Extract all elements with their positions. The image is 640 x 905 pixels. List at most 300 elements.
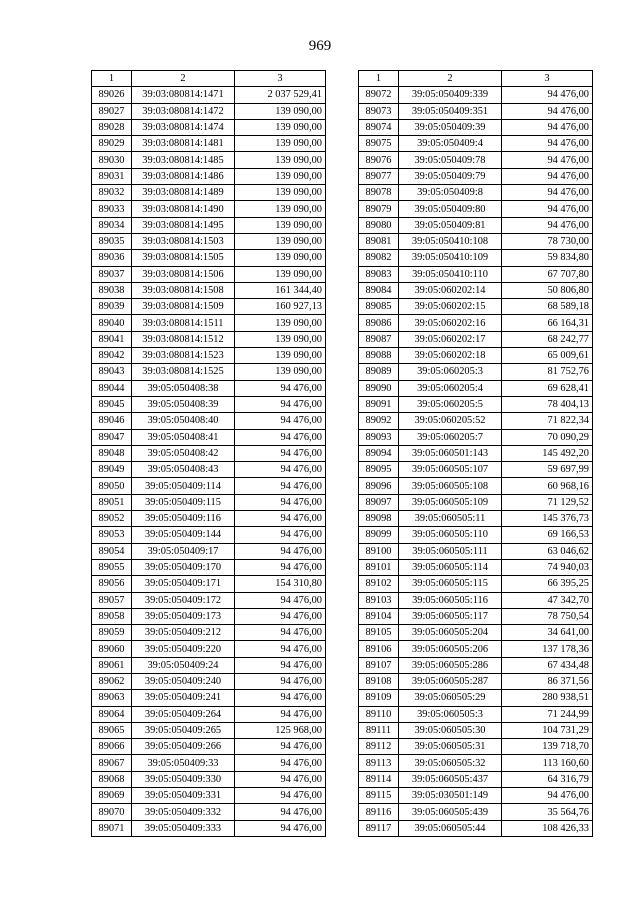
row-number: 89029 xyxy=(92,136,132,152)
table-row xyxy=(359,119,593,135)
row-number: 89056 xyxy=(92,576,132,592)
cadastral-value: 59 834,80 xyxy=(502,250,593,266)
cadastral-number: 39:05:060505:111 xyxy=(399,543,502,559)
cadastral-number: 39:05:060505:115 xyxy=(399,576,502,592)
cadastral-value: 67 434,48 xyxy=(502,657,593,673)
cadastral-number: 39:03:080814:1472 xyxy=(132,103,235,119)
cadastral-value: 94 476,00 xyxy=(502,168,593,184)
row-number: 89096 xyxy=(359,478,399,494)
row-number: 89059 xyxy=(92,625,132,641)
cadastral-value: 94 476,00 xyxy=(502,217,593,233)
cadastral-value: 94 476,00 xyxy=(235,462,326,478)
row-number: 89031 xyxy=(92,168,132,184)
row-number: 89072 xyxy=(359,87,399,103)
row-number: 89046 xyxy=(92,413,132,429)
cadastral-value: 139 090,00 xyxy=(235,103,326,119)
row-number: 89063 xyxy=(92,690,132,706)
row-number: 89079 xyxy=(359,201,399,217)
table-row xyxy=(359,380,593,396)
cadastral-number: 39:05:030501:149 xyxy=(399,788,502,804)
row-number: 89047 xyxy=(92,429,132,445)
row-number: 89071 xyxy=(92,820,132,836)
row-number: 89038 xyxy=(92,282,132,298)
cadastral-value: 78 750,54 xyxy=(502,608,593,624)
header-col-1: 1 xyxy=(359,71,399,87)
row-number: 89080 xyxy=(359,217,399,233)
cadastral-number: 39:05:050409:8 xyxy=(399,185,502,201)
cadastral-value: 125 968,00 xyxy=(235,722,326,738)
cadastral-value: 50 806,80 xyxy=(502,282,593,298)
row-number: 89043 xyxy=(92,364,132,380)
row-number: 89113 xyxy=(359,755,399,771)
cadastral-value: 139 090,00 xyxy=(235,152,326,168)
table-row xyxy=(92,282,326,298)
cadastral-number: 39:05:060505:108 xyxy=(399,478,502,494)
cadastral-value: 94 476,00 xyxy=(235,755,326,771)
table-row xyxy=(359,250,593,266)
table-row xyxy=(92,266,326,282)
cadastral-value: 154 310,80 xyxy=(235,576,326,592)
cadastral-number: 39:03:080814:1489 xyxy=(132,185,235,201)
cadastral-value: 94 476,00 xyxy=(235,396,326,412)
cadastral-value: 104 731,29 xyxy=(502,722,593,738)
cadastral-number: 39:05:050408:40 xyxy=(132,413,235,429)
row-number: 89115 xyxy=(359,788,399,804)
cadastral-value: 60 968,16 xyxy=(502,478,593,494)
row-number: 89116 xyxy=(359,804,399,820)
row-number: 89027 xyxy=(92,103,132,119)
table-row xyxy=(92,625,326,641)
table-row xyxy=(92,608,326,624)
cadastral-value: 94 476,00 xyxy=(502,201,593,217)
row-number: 89065 xyxy=(92,722,132,738)
table-row xyxy=(359,673,593,689)
cadastral-number: 39:05:060505:11 xyxy=(399,511,502,527)
cadastral-value: 65 009,61 xyxy=(502,348,593,364)
table-row xyxy=(359,739,593,755)
cadastral-number: 39:03:080814:1495 xyxy=(132,217,235,233)
row-number: 89053 xyxy=(92,527,132,543)
cadastral-number: 39:05:050410:110 xyxy=(399,266,502,282)
table-row xyxy=(359,413,593,429)
table-row xyxy=(359,722,593,738)
cadastral-value: 94 476,00 xyxy=(502,119,593,135)
header-col-1: 1 xyxy=(92,71,132,87)
table-row xyxy=(92,299,326,315)
cadastral-value: 94 476,00 xyxy=(235,608,326,624)
table-row xyxy=(359,608,593,624)
cadastral-value: 94 476,00 xyxy=(235,788,326,804)
row-number: 89098 xyxy=(359,511,399,527)
cadastral-number: 39:05:060505:286 xyxy=(399,657,502,673)
cadastral-value: 35 564,76 xyxy=(502,804,593,820)
table-row xyxy=(359,429,593,445)
table-row xyxy=(359,103,593,119)
cadastral-number: 39:05:060505:110 xyxy=(399,527,502,543)
cadastral-value: 94 476,00 xyxy=(502,788,593,804)
cadastral-value: 94 476,00 xyxy=(235,706,326,722)
cadastral-number: 39:05:050409:266 xyxy=(132,739,235,755)
table-row xyxy=(92,804,326,820)
cadastral-number: 39:05:050409:17 xyxy=(132,543,235,559)
cadastral-value: 94 476,00 xyxy=(235,511,326,527)
cadastral-number: 39:05:060505:31 xyxy=(399,739,502,755)
cadastral-value: 139 090,00 xyxy=(235,331,326,347)
cadastral-value: 94 476,00 xyxy=(235,429,326,445)
table-row xyxy=(92,152,326,168)
cadastral-value: 94 476,00 xyxy=(235,494,326,510)
cadastral-value: 139 090,00 xyxy=(235,217,326,233)
row-number: 89032 xyxy=(92,185,132,201)
row-number: 89085 xyxy=(359,299,399,315)
row-number: 89110 xyxy=(359,706,399,722)
cadastral-number: 39:05:050409:33 xyxy=(132,755,235,771)
cadastral-value: 108 426,33 xyxy=(502,820,593,836)
cadastral-value: 47 342,70 xyxy=(502,592,593,608)
table-row xyxy=(92,348,326,364)
cadastral-value: 71 822,34 xyxy=(502,413,593,429)
cadastral-value: 139 090,00 xyxy=(235,201,326,217)
row-number: 89091 xyxy=(359,396,399,412)
cadastral-value: 78 404,13 xyxy=(502,396,593,412)
row-number: 89076 xyxy=(359,152,399,168)
row-number: 89105 xyxy=(359,625,399,641)
cadastral-value: 59 697,99 xyxy=(502,462,593,478)
cadastral-value: 94 476,00 xyxy=(235,413,326,429)
table-row xyxy=(92,543,326,559)
cadastral-value: 81 752,76 xyxy=(502,364,593,380)
table-row xyxy=(92,739,326,755)
table-row xyxy=(92,576,326,592)
cadastral-number: 39:03:080814:1490 xyxy=(132,201,235,217)
cadastral-value: 66 395,25 xyxy=(502,576,593,592)
row-number: 89111 xyxy=(359,722,399,738)
cadastral-value: 71 244,99 xyxy=(502,706,593,722)
row-number: 89042 xyxy=(92,348,132,364)
table-row xyxy=(359,168,593,184)
cadastral-number: 39:05:050409:39 xyxy=(399,119,502,135)
cadastral-value: 86 371,56 xyxy=(502,673,593,689)
cadastral-number: 39:05:060205:5 xyxy=(399,396,502,412)
cadastral-value: 94 476,00 xyxy=(235,820,326,836)
cadastral-number: 39:05:050409:78 xyxy=(399,152,502,168)
header-row xyxy=(92,71,326,87)
cadastral-value: 63 046,62 xyxy=(502,543,593,559)
row-number: 89107 xyxy=(359,657,399,673)
cadastral-value: 34 641,00 xyxy=(502,625,593,641)
row-number: 89083 xyxy=(359,266,399,282)
cadastral-value: 69 628,41 xyxy=(502,380,593,396)
row-number: 89084 xyxy=(359,282,399,298)
cadastral-number: 39:05:050409:116 xyxy=(132,511,235,527)
table-row xyxy=(359,657,593,673)
row-number: 89074 xyxy=(359,119,399,135)
cadastral-value: 139 090,00 xyxy=(235,233,326,249)
cadastral-number: 39:05:060505:437 xyxy=(399,771,502,787)
cadastral-value: 74 940,03 xyxy=(502,559,593,575)
table-row xyxy=(92,755,326,771)
row-number: 89057 xyxy=(92,592,132,608)
table-row xyxy=(359,527,593,543)
cadastral-number: 39:05:060205:7 xyxy=(399,429,502,445)
table-row xyxy=(92,511,326,527)
cadastral-number: 39:05:050409:79 xyxy=(399,168,502,184)
cadastral-number: 39:05:060202:17 xyxy=(399,331,502,347)
table-row xyxy=(92,168,326,184)
row-number: 89086 xyxy=(359,315,399,331)
row-number: 89104 xyxy=(359,608,399,624)
cadastral-value: 139 090,00 xyxy=(235,266,326,282)
row-number: 89078 xyxy=(359,185,399,201)
cadastral-value: 113 160,60 xyxy=(502,755,593,771)
table-row xyxy=(92,201,326,217)
row-number: 89061 xyxy=(92,657,132,673)
row-number: 89049 xyxy=(92,462,132,478)
cadastral-number: 39:05:050408:41 xyxy=(132,429,235,445)
table-row xyxy=(92,673,326,689)
table-row xyxy=(92,706,326,722)
table-row xyxy=(359,87,593,103)
row-number: 89090 xyxy=(359,380,399,396)
row-number: 89044 xyxy=(92,380,132,396)
row-number: 89064 xyxy=(92,706,132,722)
cadastral-number: 39:05:060202:16 xyxy=(399,315,502,331)
cadastral-value: 94 476,00 xyxy=(235,625,326,641)
row-number: 89103 xyxy=(359,592,399,608)
table-row xyxy=(92,462,326,478)
table-row xyxy=(92,657,326,673)
cadastral-number: 39:03:080814:1505 xyxy=(132,250,235,266)
table-row xyxy=(359,625,593,641)
cadastral-value: 94 476,00 xyxy=(235,657,326,673)
row-number: 89095 xyxy=(359,462,399,478)
cadastral-number: 39:05:060505:204 xyxy=(399,625,502,641)
cadastral-number: 39:05:060505:116 xyxy=(399,592,502,608)
header-row xyxy=(359,71,593,87)
table-row xyxy=(359,136,593,152)
row-number: 89066 xyxy=(92,739,132,755)
row-number: 89099 xyxy=(359,527,399,543)
table-row xyxy=(359,217,593,233)
cadastral-number: 39:05:060202:14 xyxy=(399,282,502,298)
row-number: 89068 xyxy=(92,771,132,787)
cadastral-value: 280 938,51 xyxy=(502,690,593,706)
row-number: 89088 xyxy=(359,348,399,364)
row-number: 89073 xyxy=(359,103,399,119)
row-number: 89028 xyxy=(92,119,132,135)
cadastral-number: 39:05:050409:172 xyxy=(132,592,235,608)
row-number: 89112 xyxy=(359,739,399,755)
page-number: 969 xyxy=(308,38,332,54)
cadastral-number: 39:03:080814:1523 xyxy=(132,348,235,364)
cadastral-number: 39:05:060205:3 xyxy=(399,364,502,380)
cadastral-number: 39:03:080814:1486 xyxy=(132,168,235,184)
table-row xyxy=(359,282,593,298)
cadastral-value: 94 476,00 xyxy=(235,559,326,575)
table-row xyxy=(359,559,593,575)
row-number: 89102 xyxy=(359,576,399,592)
cadastral-value: 67 707,80 xyxy=(502,266,593,282)
row-number: 89035 xyxy=(92,233,132,249)
row-number: 89114 xyxy=(359,771,399,787)
table-row xyxy=(359,201,593,217)
cadastral-number: 39:05:060505:109 xyxy=(399,494,502,510)
row-number: 89050 xyxy=(92,478,132,494)
table-row xyxy=(359,494,593,510)
cadastral-value: 139 090,00 xyxy=(235,250,326,266)
table-row xyxy=(92,592,326,608)
cadastral-value: 145 376,73 xyxy=(502,511,593,527)
cadastral-number: 39:05:050409:81 xyxy=(399,217,502,233)
cadastral-number: 39:03:080814:1481 xyxy=(132,136,235,152)
row-number: 89048 xyxy=(92,445,132,461)
row-number: 89081 xyxy=(359,233,399,249)
cadastral-value: 94 476,00 xyxy=(235,543,326,559)
row-number: 89026 xyxy=(92,87,132,103)
cadastral-number: 39:05:050409:115 xyxy=(132,494,235,510)
header-col-3: 3 xyxy=(502,71,593,87)
row-number: 89054 xyxy=(92,543,132,559)
row-number: 89089 xyxy=(359,364,399,380)
cadastral-number: 39:05:050409:265 xyxy=(132,722,235,738)
cadastral-number: 39:05:050410:108 xyxy=(399,233,502,249)
table-row xyxy=(92,185,326,201)
cadastral-number: 39:05:050409:220 xyxy=(132,641,235,657)
row-number: 89062 xyxy=(92,673,132,689)
cadastral-number: 39:05:060505:439 xyxy=(399,804,502,820)
table-row xyxy=(359,576,593,592)
cadastral-value: 94 476,00 xyxy=(235,673,326,689)
cadastral-value: 139 090,00 xyxy=(235,315,326,331)
table-row xyxy=(92,217,326,233)
cadastral-number: 39:05:060505:30 xyxy=(399,722,502,738)
cadastral-value: 137 178,36 xyxy=(502,641,593,657)
row-number: 89092 xyxy=(359,413,399,429)
cadastral-value: 2 037 529,41 xyxy=(235,87,326,103)
row-number: 89034 xyxy=(92,217,132,233)
header-col-3: 3 xyxy=(235,71,326,87)
row-number: 89055 xyxy=(92,559,132,575)
header-col-2: 2 xyxy=(132,71,235,87)
cadastral-number: 39:03:080814:1509 xyxy=(132,299,235,315)
cadastral-number: 39:05:060501:143 xyxy=(399,445,502,461)
table-row xyxy=(359,315,593,331)
row-number: 89109 xyxy=(359,690,399,706)
cadastral-value: 94 476,00 xyxy=(235,690,326,706)
cadastral-value: 70 090,29 xyxy=(502,429,593,445)
cadastral-value: 68 242,77 xyxy=(502,331,593,347)
cadastral-value: 139 090,00 xyxy=(235,348,326,364)
table-row xyxy=(359,543,593,559)
cadastral-number: 39:05:050409:333 xyxy=(132,820,235,836)
cadastral-number: 39:05:050409:173 xyxy=(132,608,235,624)
cadastral-value: 161 344,40 xyxy=(235,282,326,298)
cadastral-value: 94 476,00 xyxy=(502,87,593,103)
table-row xyxy=(359,511,593,527)
table-row xyxy=(92,119,326,135)
cadastral-number: 39:05:060505:29 xyxy=(399,690,502,706)
row-number: 89101 xyxy=(359,559,399,575)
table-row xyxy=(92,331,326,347)
table-row xyxy=(92,478,326,494)
cadastral-number: 39:05:050409:212 xyxy=(132,625,235,641)
cadastral-number: 39:03:080814:1512 xyxy=(132,331,235,347)
table-row xyxy=(359,592,593,608)
cadastral-number: 39:05:050409:80 xyxy=(399,201,502,217)
table-row xyxy=(92,364,326,380)
cadastral-number: 39:05:050409:331 xyxy=(132,788,235,804)
row-number: 89117 xyxy=(359,820,399,836)
cadastral-number: 39:05:060505:44 xyxy=(399,820,502,836)
cadastral-value: 71 129,52 xyxy=(502,494,593,510)
row-number: 89033 xyxy=(92,201,132,217)
cadastral-value: 66 164,31 xyxy=(502,315,593,331)
cadastral-value: 139 718,70 xyxy=(502,739,593,755)
cadastral-number: 39:05:060505:206 xyxy=(399,641,502,657)
cadastral-number: 39:05:050409:264 xyxy=(132,706,235,722)
cadastral-number: 39:03:080814:1485 xyxy=(132,152,235,168)
row-number: 89051 xyxy=(92,494,132,510)
cadastral-value: 145 492,20 xyxy=(502,445,593,461)
row-number: 89045 xyxy=(92,396,132,412)
cadastral-number: 39:03:080814:1508 xyxy=(132,282,235,298)
cadastral-value: 94 476,00 xyxy=(502,185,593,201)
cadastral-value: 94 476,00 xyxy=(235,592,326,608)
table-row xyxy=(359,364,593,380)
table-row xyxy=(359,755,593,771)
cadastral-value: 78 730,00 xyxy=(502,233,593,249)
cadastral-number: 39:05:050409:4 xyxy=(399,136,502,152)
table-row xyxy=(359,445,593,461)
cadastral-value: 139 090,00 xyxy=(235,136,326,152)
cadastral-value: 139 090,00 xyxy=(235,168,326,184)
cadastral-number: 39:03:080814:1525 xyxy=(132,364,235,380)
row-number: 89039 xyxy=(92,299,132,315)
table-row xyxy=(359,478,593,494)
table-row xyxy=(92,396,326,412)
table-row xyxy=(359,462,593,478)
cadastral-number: 39:03:080814:1511 xyxy=(132,315,235,331)
cadastral-number: 39:03:080814:1474 xyxy=(132,119,235,135)
table-row xyxy=(92,233,326,249)
cadastral-number: 39:05:050409:24 xyxy=(132,657,235,673)
table-row xyxy=(92,413,326,429)
header-col-2: 2 xyxy=(399,71,502,87)
row-number: 89087 xyxy=(359,331,399,347)
cadastral-number: 39:05:060505:117 xyxy=(399,608,502,624)
table-row xyxy=(359,641,593,657)
table-row xyxy=(359,266,593,282)
cadastral-value: 94 476,00 xyxy=(235,804,326,820)
cadastral-value: 94 476,00 xyxy=(235,527,326,543)
cadastral-number: 39:05:050409:171 xyxy=(132,576,235,592)
cadastral-number: 39:05:050409:330 xyxy=(132,771,235,787)
cadastral-value: 68 589,18 xyxy=(502,299,593,315)
cadastral-number: 39:05:050408:42 xyxy=(132,445,235,461)
row-number: 89041 xyxy=(92,331,132,347)
left-table xyxy=(91,70,326,837)
table-row xyxy=(92,771,326,787)
table-row xyxy=(359,331,593,347)
cadastral-number: 39:05:060202:18 xyxy=(399,348,502,364)
table-row xyxy=(359,396,593,412)
table-row xyxy=(92,103,326,119)
cadastral-value: 94 476,00 xyxy=(235,739,326,755)
cadastral-value: 160 927,13 xyxy=(235,299,326,315)
row-number: 89052 xyxy=(92,511,132,527)
row-number: 89077 xyxy=(359,168,399,184)
cadastral-number: 39:05:050409:339 xyxy=(399,87,502,103)
